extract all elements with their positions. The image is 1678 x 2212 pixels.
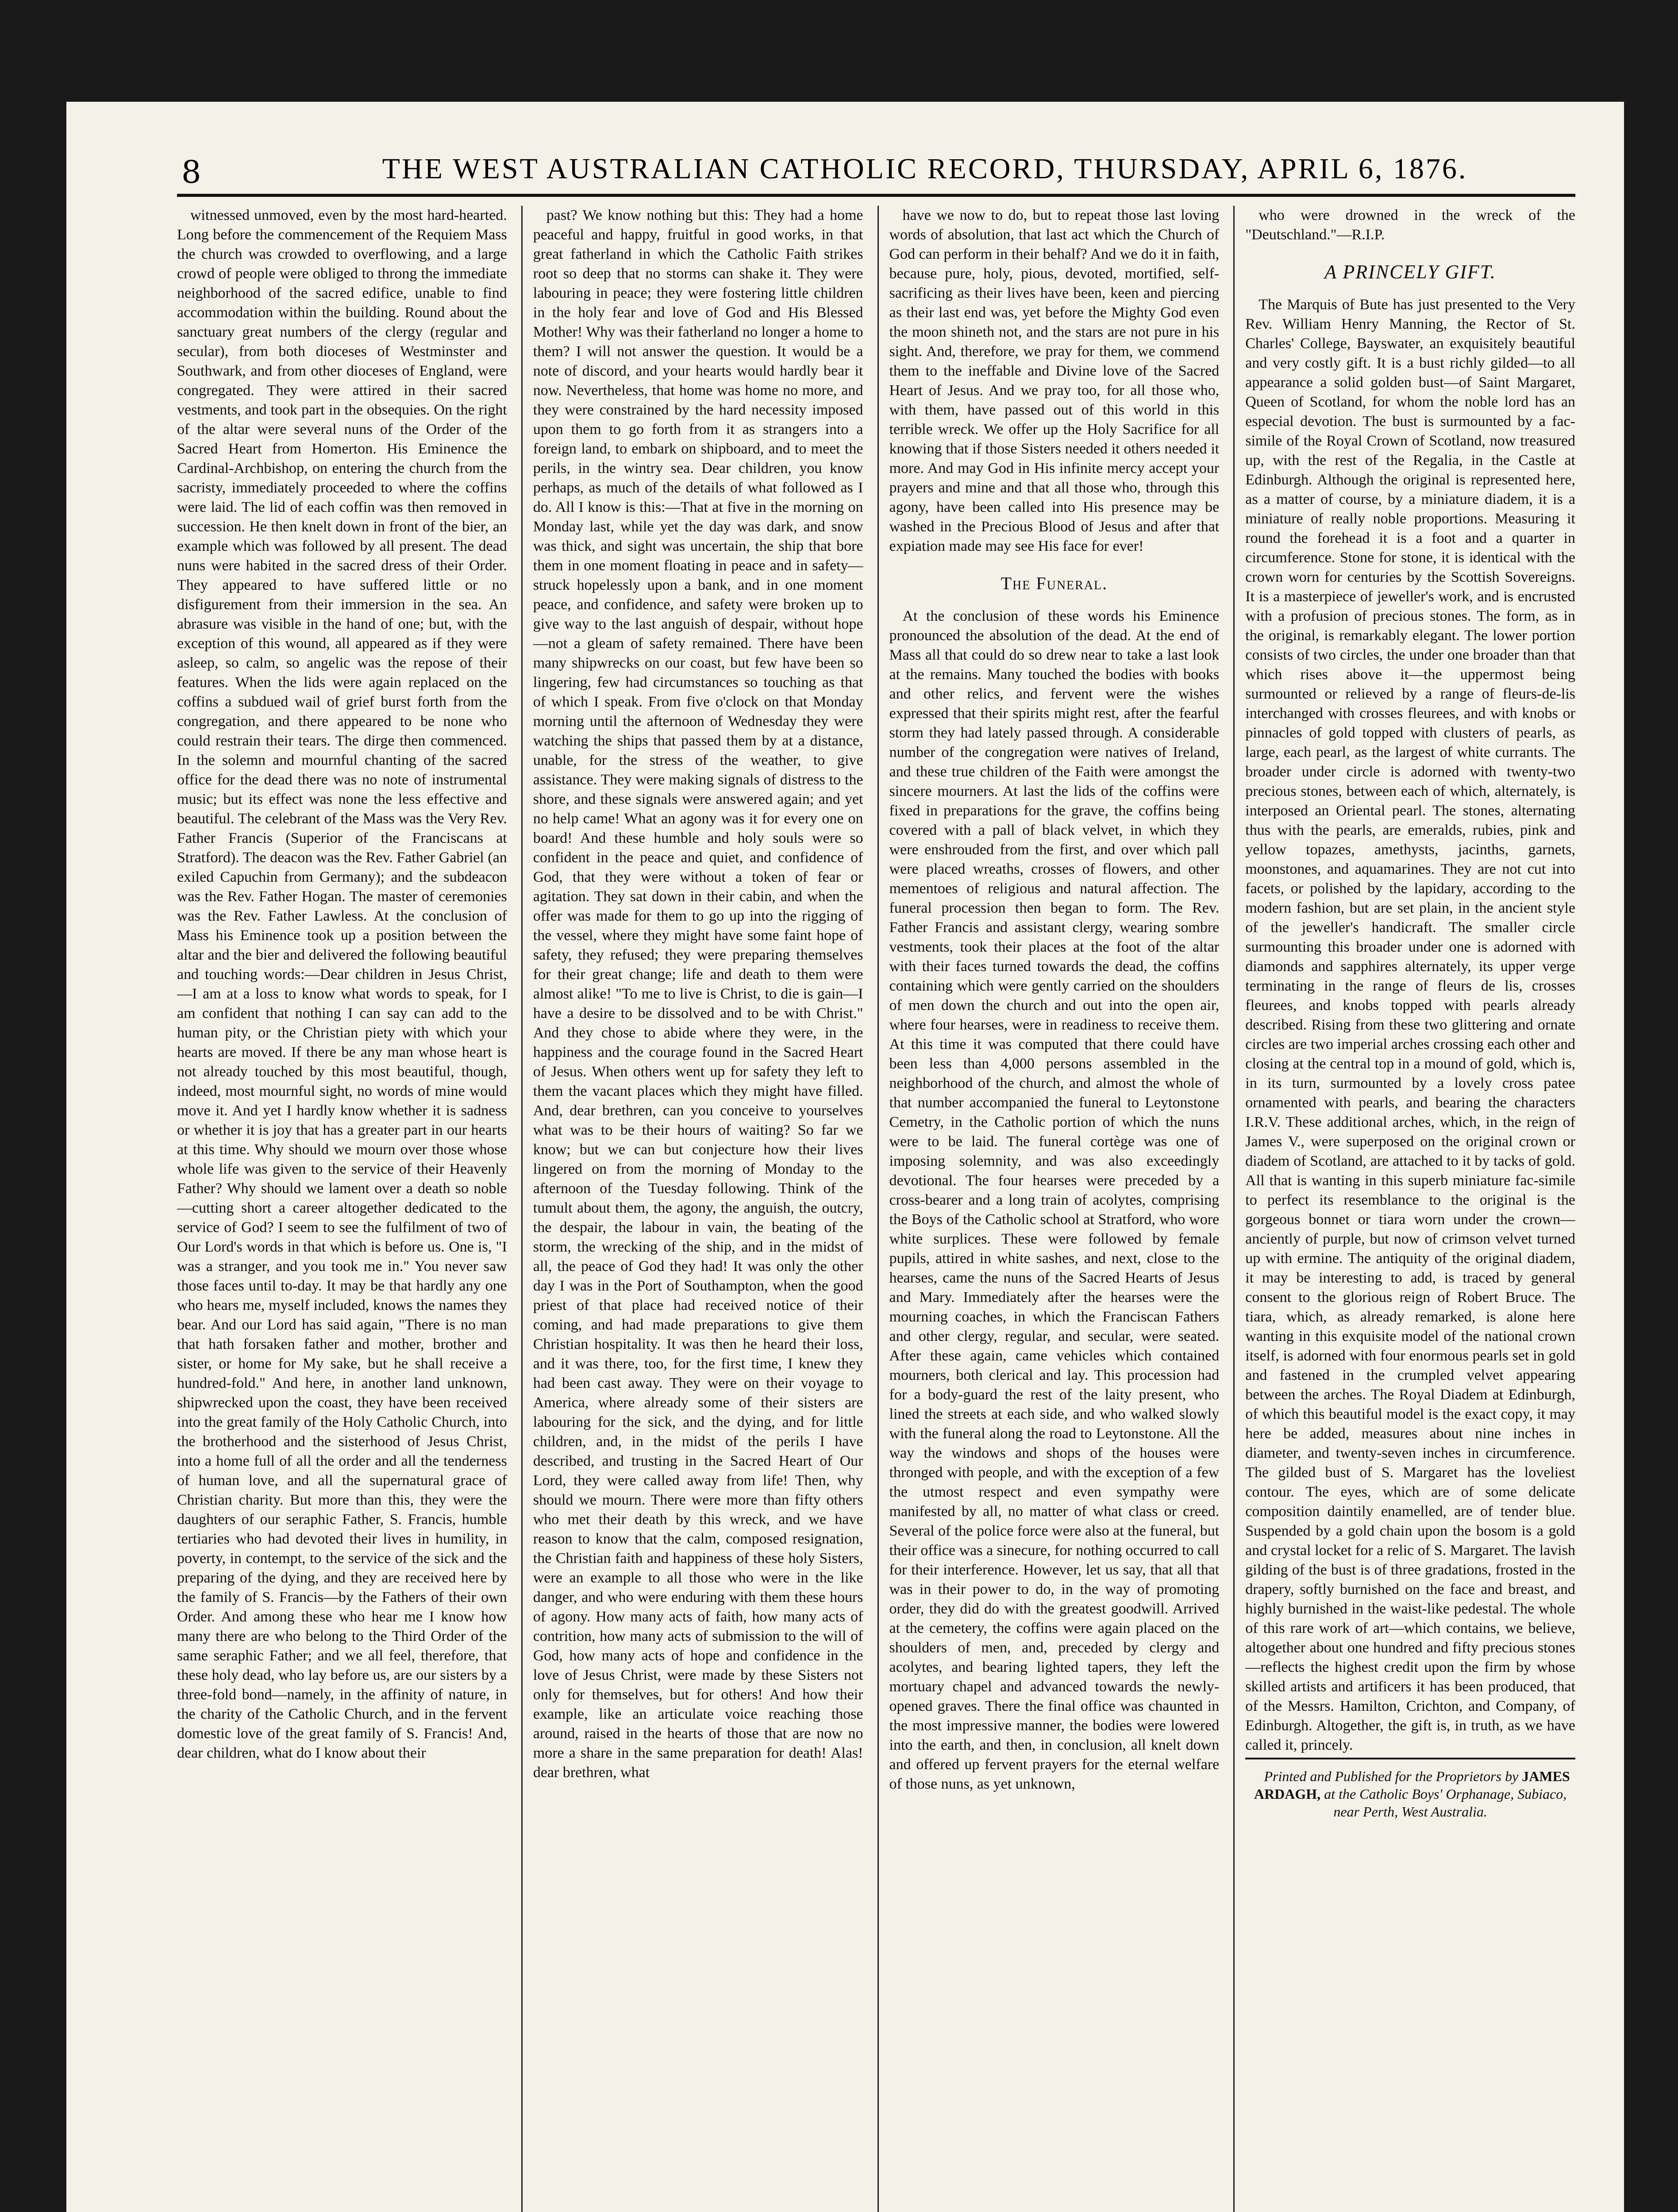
imprint-line: Printed and Published for the Proprietors by xyxy=(1264,1768,1519,1784)
column-text: At the conclusion of these words his Eminence pronounced the absolution of the dead. At the end of Mass all that could do so drew near to take a last look at the remains. Many touched the bodies with books and other relics, and fervent were the wishes expressed that their spirits might rest, after the fearful storm they had lately passed through. A considerable number of the congregation were natives of Ireland, and these true children of the Faith were amongst the sincere mourners. At last the lids of the coffins were fixed in preparations for the grave, the coffins being covered with a pall of black velvet, in which they were enshrouded from the first, and over which pall were placed wreaths, crosses of flowers, and other mementoes of religious and natural affection. The funeral procession then began to form. The Rev. Father Francis and assistant clergy, wearing sombre vestments, took their places at the foot of the altar with their faces turned towards the dead, the coffins containing which were gently carried on the shoulders of men down the church and out into the open air, where four hearses, were in readiness to receive them. At this time it was computed that there could have been less than 4,000 persons assembled in the neighborhood of the church, and almost the whole of that number accompanied the funeral to Leytonstone Cemetry, in the Catholic portion of which the nuns were to be laid. The funeral cortège was one of imposing solemnity, and was also exceedingly devotional. The four hearses were preceded by a cross-bearer and a long train of acolytes, comprising the Boys of the Catholic school at Stratford, who wore white surplices. These were followed by female pupils, attired in white sashes, and next, close to the hearses, came the nuns of the Sacred Hearts of Jesus and Mary. Immediately after the hearses were the mourning coaches, in which the Franciscan Fathers and other clergy, regular, and secular, were seated. After these again, came vehicles which contained mourners, both clerical and lay. This procession had for a body-guard the rest of the laity present, who lined the streets at each side, and who walked slowly with the funeral along the road to Leytonstone. All the way the windows and shops of the houses were thronged with people, and with the exception of a few the utmost respect and even sympathy were manifested by all, no matter of what class or creed. Several of the police force were also at the funeral, but their office was a sinecure, for nothing occurred to call for their interference. However, let us say, that all that was in their power to do, in the way of promoting order, they did do with the greatest goodwill. Arrived at the cemetery, the coffins were again placed on the shoulders of men, and, preceded by clergy and acolytes, and bearing lighted tapers, they left the mortuary chapel and advanced towards the newly-opened graves. There the final office was chaunted in the most impressive manner, the bodies were lowered into the earth, and then, in conclusion, all knelt down and offered up fervent prayers for the eternal welfare of those nuns, as yet unknown, xyxy=(889,608,1220,1792)
header-rule xyxy=(177,194,1575,197)
column-2 xyxy=(521,206,863,2212)
article-columns xyxy=(177,206,1575,2212)
column-text: witnessed unmoved, even by the most hard-hearted. Long before the commencement of the Requiem Mass the church was crowded to overflowing, and a large crowd of people were obliged to throng the immediate neighborhood of the sacred edifice, unable to find accommodation within the building. Round about the sanctuary great numbers of the clergy (regular and secular), from both dioceses of Westminster and Southwark, and from other dioceses of England, were congregated. They were attired in their sacred vestments, and took part in the obsequies. On the right of the altar were several nuns of the Order of the Sacred Heart from Homerton. His Eminence the Cardinal-Archbishop, on entering the church from the sacristy, immediately proceeded to where the coffins were laid. The lid of each coffin was then removed in succession. He then knelt down in front of the bier, an example which was followed by all present. The dead nuns were habited in the sacred dress of their Order. They appeared to have suffered little or no disfigurement from their immersion in the sea. An abrasure was visible in the hand of one; but, with the exception of this wound, all appeared as if they were asleep, so calm, so angelic was the repose of their features. When the lids were again replaced on the coffins a subdued wail of grief burst forth from the congregation, and there appeared to be none who could restrain their tears. The dirge then commenced. In the solemn and mournful chanting of the sacred office for the dead there was no note of instrumental music; but its effect was none the less effective and beautiful. The celebrant of the Mass was the Very Rev. Father Francis (Superior of the Franciscans at Stratford). The deacon was the Rev. Father Gabriel (an exiled Capuchin from Germany); and the subdeacon was the Rev. Father Hogan. The master of ceremonies was the Rev. Father Lawless. At the conclusion of Mass his Eminence took up a position between the altar and the bier and delivered the following beautiful and touching words:—Dear children in Jesus Christ,—I am at a loss to know what words to speak, for I am confident that nothing I can say can add to the human pity, or the Christian piety with which your hearts are moved. If there be any man whose heart is not already touched by this most beautiful, though, indeed, most mournful sight, no words of mine would move it. And yet I hardly know whether it is sadness or whether it is joy that has a greater part in our hearts at this time. Why should we mourn over those whose whole life was given to the service of their Heavenly Father? Why should we lament over a death so noble—cutting short a career altogether dedicated to the service of God? I seem to see the fulfilment of two of Our Lord's words in that which is before us. One is, "I was a stranger, and you took me in." You never saw those faces until to-day. It may be that hardly any one who hears me, myself included, knows the names they bear. And our Lord has said again, "There is no man that hath forsaken father and mother, brother and sister, or home for My sake, but he shall receive a hundred-fold." And here, in another land unknown, shipwrecked upon the coast, they have been received into the great family of the Holy Catholic Church, into the brotherhood and the sisterhood of Jesus Christ, into a home full of all the order and all the tenderness of human love, and all the supernatural grace of Christian charity. But more than this, they were the daughters of our seraphic Father, S. Francis, humble tertiaries who had devoted their lives in humility, in poverty, in contempt, to the service of the sick and the preparing of the dying, and they are received here by the family of S. Francis—by the Fathers of their own Order. And among these who hear me I know how many there are who belong to the Third Order of the same seraphic Father; and we all feel, therefore, that these holy dead, who lay before us, are our sisters by a three-fold bond—namely, in the affinity of nature, in the charity of the Catholic Church, and in the fervent domestic love of the great family of S. Francis! And, dear children, what do I know about their xyxy=(177,207,507,1761)
column-3 xyxy=(877,206,1220,2212)
column-text: who were drowned in the wreck of the "Deutschland."—R.I.P. xyxy=(1245,207,1575,243)
column-4 xyxy=(1233,206,1575,2212)
section-heading-princely-gift: A PRINCELY GIFT. xyxy=(1324,261,1496,283)
newspaper-page xyxy=(66,102,1624,2212)
column-text: The Marquis of Bute has just presented to the Very Rev. William Henry Manning, the Rector of St. Charles' College, Bayswater, an exquisitely beautiful and very costly gift. It is a bust richly gilded—to all appearance a solid golden bust—of Saint Margaret, Queen of Scotland, for whom the noble lord has an especial devotion. The bust is surmounted by a fac-simile of the Royal Crown of Scotland, now treasured up, with the rest of the Regalia, in the Castle at Edinburgh. Although the original is represented here, as a matter of course, by a miniature diadem, it is a miniature of really noble proportions. Measuring it round the forehead it is a foot and a quarter in circumference. Stone for stone, it is identical with the crown worn for centuries by the Scottish Sovereigns. It is a masterpiece of jeweller's work, and is encrusted with a profusion of precious stones. The form, as in the original, is remarkably elegant. The lower portion consists of two circles, the under one broader than that which rises above it—the uppermost being surmounted or relieved by a range of fleurs-de-lis interchanged with crosses fleurees, and with knobs or pinnacles of gold topped with clusters of pearls, as large, each pearl, as the largest of white currants. The broader under circle is adorned with twenty-two precious stones, between each of which, alternately, is interposed an Oriental pearl. The stones, alternating thus with the pearls, are emeralds, rubies, pink and yellow topazes, amethysts, jacinths, garnets, moonstones, and aquamarines. They are not cut into facets, or polished by the lapidary, according to the modern fashion, but are set plain, in the ancient style of the jeweller's handicraft. The smaller circle surmounting this broader under one is adorned with diamonds and sapphires alternately, its upper verge terminating in the range of fleurs de lis, crosses fleurees, and knobs topped with pearls already described. Rising from these two glittering and ornate circles are two imperial arches crossing each other and closing at the central top in a mound of gold, which is, in its turn, surmounted by a lovely cross patee ornamented with pearls, and bearing the characters I.R.V. These additional arches, which, in the reign of James V., were superposed on the original crown or diadem of Scotland, are attached to it by tacks of gold. All that is wanting in this superb miniature fac-simile to perfect its resemblance to the original is the gorgeous bonnet or tiara worn under the crown—anciently of purple, but now of crimson velvet turned up with ermine. The antiquity of the original diadem, it may be interesting to add, is traced by general consent to the glorious reign of Robert Bruce. The tiara, which, as already remarked, is alone here wanting in this exquisite model of the national crown itself, is adorned with four enormous pearls set in gold and fastened in the crumpled velvet appearing between the arches. The Royal Diadem at Edinburgh, of which this beautiful model is the exact copy, it may here be added, measures about nine inches in diameter, and twenty-seven inches in circumference. The gilded bust of S. Margaret has the loveliest contour. The eyes, which are of some delicate composition daintily enamelled, are of tender blue. Suspended by a gold chain upon the bosom is a gold and crystal locket for a relic of S. Margaret. The lavish gilding of the bust is of three gradations, frosted in the drapery, softly burnished on the face and breast, and highly burnished in the waist-like pedestal. The whole of this rare work of art—which contains, we believe, altogether about one hundred and fifty precious stones—reflects the highest credit upon the firm by whose skilled artists and artificers it has been produced, that of the Messrs. Hamilton, Crichton, and Company, of Edinburgh. Altogether, the gift is, in truth, as we have called it, princely. xyxy=(1245,296,1575,1753)
column-text: past? We know nothing but this: They had a home peaceful and happy, fruitful in good works, in that great fatherland in which the Catholic Faith strikes root so deep that no storms can shake it. They were labouring in peace; they were fostering little children in the holy fear and love of God and His Blessed Mother! Why was their fatherland no longer a home to them? I will not answer the question. It would be a note of discord, and your hearts would hardly bear it now. Nevertheless, that home was home no more, and they were constrained by the hard necessity imposed upon them to go forth from it as strangers into a foreign land, to embark on shipboard, and to meet the perils, in the wintry sea. Dear children, you know perhaps, as much of the details of what followed as I do. All I know is this:—That at five in the morning on Monday last, while yet the day was dark, and snow was thick, and sight was uncertain, the ship that bore them in one moment floating in peace and in safety—struck hopelessly upon a bank, and in one moment peace, and confidence, and safety were broken up to give way to the last anguish of despair, without hope—not a gleam of safety remained. There have been many shipwrecks on our coast, but few have been so lingering, few had circumstances so touching as that of which I speak. From five o'clock on that Monday morning until the afternoon of Wednesday they were watching the ships that passed them by at a distance, unable, for the stress of the weather, to give assistance. They were making signals of distress to the shore, and these signals were answered again; and yet no help came! What an agony was it for every one on board! And these humble and holy souls were so confident in the peace and quiet, and confidence of God, that they were without a token of fear or agitation. They sat down in their cabin, and when the offer was made for them to go up into the rigging of the vessel, where they might have some faint hope of safety, they refused; they were preparing themselves for their great change; life and death to them were almost alike! "To me to live is Christ, to die is gain—I have a desire to be dissolved and to be with Christ." And they chose to abide where they were, in the happiness and the courage found in the Sacred Heart of Jesus. When others went up for safety they left to them the vacant places which they might have filled. And, dear brethren, can you conceive to yourselves what was to be their hours of waiting? So far we know; but we can but conjecture how their lives lingered on from the morning of Monday to the afternoon of the Tuesday following. Think of the tumult about them, the agony, the anguish, the outcry, the despair, the labour in vain, the beating of the storm, the wrecking of the ship, and in the midst of all, the peace of God they had! It was only the other day I was in the Port of Southampton, when the good priest of that place had received notice of their coming, and had made preparations to give them Christian hospitality. It was then he heard their loss, and it was there, too, for the first time, I knew they had been cast away. They were on their voyage to America, where already some of their sisters are labouring for the sick, and the dying, and for little children, and, in the midst of the perils I have described, and trusting in the Sacred Heart of Our Lord, they were called away from life! Then, why should we mourn. There were more than fifty others who met their death by this wreck, and we have reason to know that the calm, composed resignation, the Christian faith and happiness of these holy Sisters, were an example to all those who were in the like danger, and who were enduring with them these hours of agony. How many acts of faith, how many acts of contrition, how many acts of submission to the will of God, how many acts of hope and confidence in the love of Jesus Christ, were made by these Sisters not only for themselves, but for others! And how their example, like an articulate voice reaching those around, raised in the hearts of those that are now no more a share in the same preparation for death! Alas! dear brethren, what xyxy=(533,207,863,1781)
printer-imprint xyxy=(1245,1758,1575,1820)
imprint-line: at the Catholic Boys' Orphanage, Subiaco, near Perth, West Australia. xyxy=(1324,1786,1567,1820)
column-text: have we now to do, but to repeat those last loving words of absolution, that last act which the Church of God can perform in their behalf? And we do it in faith, because pure, holy, pious, devoted, mortified, self-sacrificing as their lives have been, keen and piercing as their last end was, yet before the Mighty God even the moon shineth not, and the stars are not pure in his sight. And, therefore, we pray for them, we commend them to the ineffable and Divine love of the Sacred Heart of Jesus. And we pray too, for all those who, with them, have passed out of this world in this terrible wreck. We offer up the Holy Sacrifice for all knowing that if those Sisters needed it others needed it more. And may God in His infinite mercy accept your prayers and mine and that all those who, through this agony, have been called into His presence may be washed in the Precious Blood of Jesus and after that expiation made may see His face for ever! xyxy=(889,207,1220,554)
masthead-title: THE WEST AUSTRALIAN CATHOLIC RECORD, THURSDAY, APRIL 6, 1876. xyxy=(382,153,1468,185)
section-heading-funeral: The Funeral. xyxy=(1001,573,1108,593)
imprint-printer: JAMES ARDAGH, xyxy=(1254,1768,1570,1802)
page-number: 8 xyxy=(181,154,201,190)
column-1 xyxy=(177,206,507,2212)
